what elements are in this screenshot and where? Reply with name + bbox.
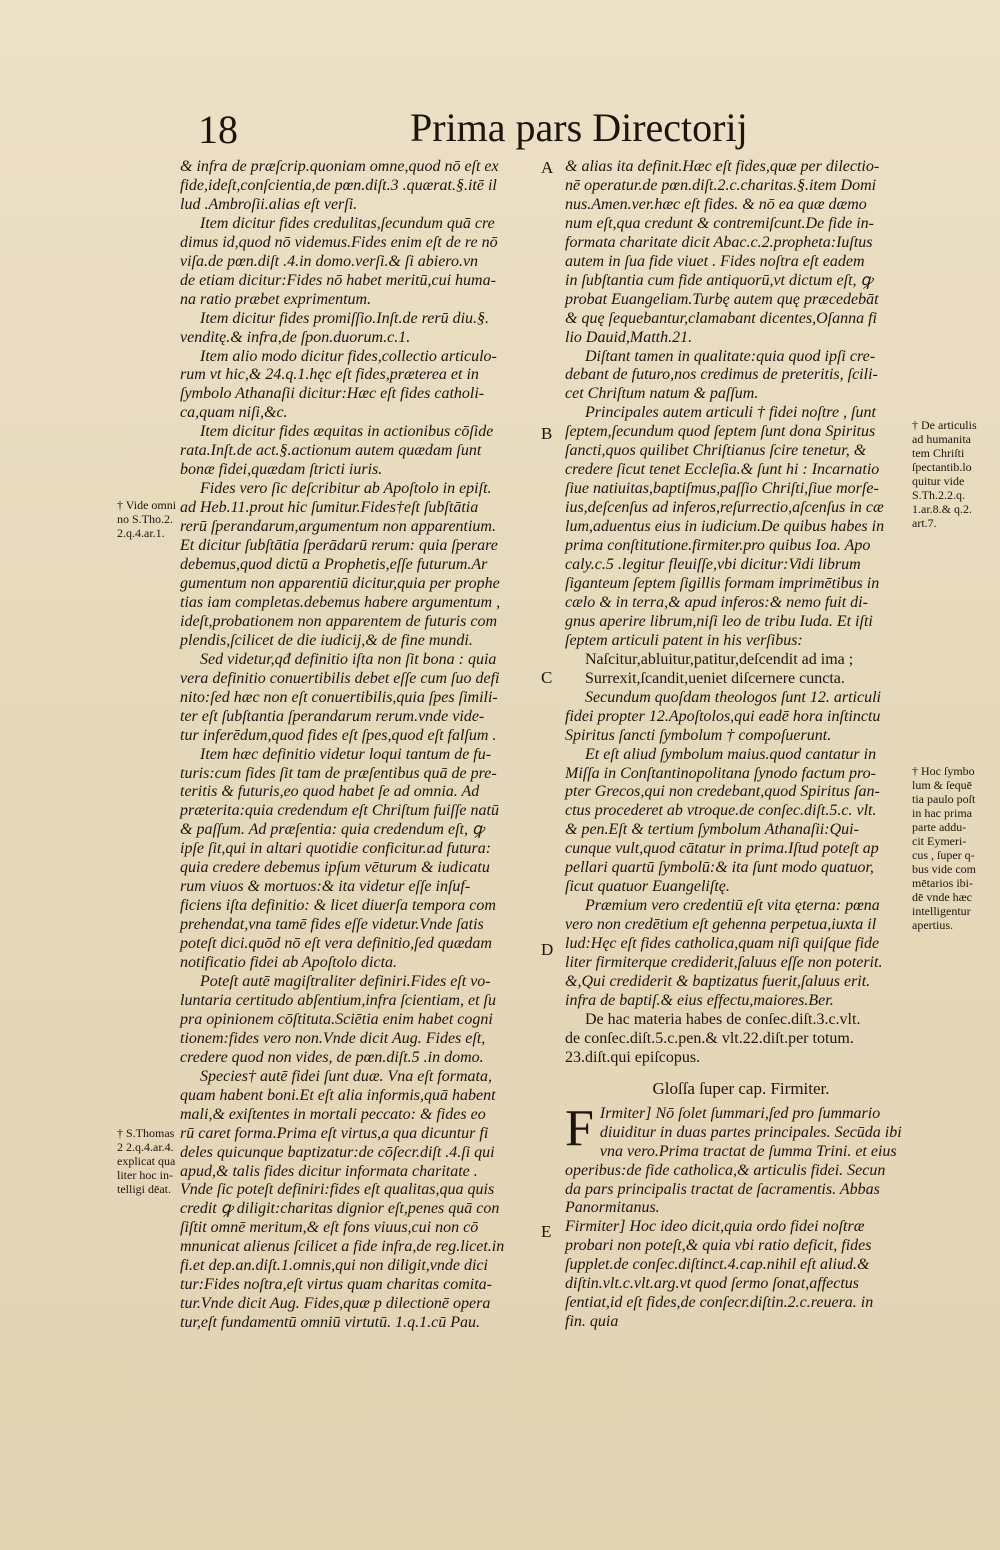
text-line: lio Dauid,Matth.21. xyxy=(565,328,693,346)
margin-note-line: † Vide omni xyxy=(117,498,177,512)
margin-note-right-1 xyxy=(912,418,977,530)
text-line: diuiditur in duas partes principales. Secūda ibi xyxy=(599,1123,902,1141)
section-letter-c: C xyxy=(541,668,553,687)
text-line: De hac materia habes de conſec.diſt.3.c.vlt. xyxy=(585,1010,861,1028)
text-line: Secundum quoſdam theologos ſunt 12. articuli xyxy=(585,688,881,706)
text-line: probari non poteſt,& quia vbi ratio deficit, fides xyxy=(565,1237,872,1255)
text-line: vna vero.Prima tractat de ſumma Trini. et eius xyxy=(599,1142,897,1160)
text-line: nus.Amen.ver.hæc eſt fides. & nō ea quæ dæmo xyxy=(565,195,867,213)
text-line: dimus id,quod nō videmus.Fides enim eſt de re nō xyxy=(180,233,498,251)
page-number: 18 xyxy=(198,107,238,152)
text-line: ter eſt ſubſtantia ſperandarum rerum.vnde vide- xyxy=(180,707,485,725)
margin-note-line: ſpectantib.lo xyxy=(912,460,972,474)
text-line: Item alio modo dicitur fides,collectio articulo- xyxy=(200,347,497,365)
text-line: diſtin.vlt.c.vlt.arg.vt quod ſermo ſonat,affectus xyxy=(565,1275,860,1293)
text-line: nito:ſed hæc non eſt conuertibilis,quia ſpes ſimili- xyxy=(180,688,498,706)
text-line: ad Heb.11.prout hic ſumitur.Fides†eſt ſubſtātia xyxy=(180,499,479,517)
margin-note-line: parte addu- xyxy=(912,820,967,834)
margin-note-right-2 xyxy=(912,764,976,932)
text-line: gumentum non apparentiū dicitur,quia per prophe xyxy=(180,574,500,592)
text-line: & infra de præſcrip.quoniam omne,quod nō eſt ex xyxy=(180,158,499,175)
margin-note-line: cit Eymeri- xyxy=(912,834,967,848)
text-line: lud:Hęc eſt fides catholica,quam niſi quiſque fide xyxy=(565,935,880,953)
margin-note-line: lum & ſequē xyxy=(912,778,972,792)
margin-note-line: in hac prima xyxy=(912,806,972,820)
text-line: & pen.Eſt & tertium ſymbolum Athanaſii:Qui- xyxy=(565,821,859,839)
margin-note-line: no S.Tho.2. xyxy=(117,512,174,526)
text-line: vero non credētium eſt gehenna perpetua,iuxta il xyxy=(565,916,877,934)
text-line: ſiganteum ſeptem ſigillis formam imprimētibus in xyxy=(565,574,880,592)
section-letter-a: A xyxy=(541,158,554,177)
text-line: credere ſicut tenet Eccleſia.& ſunt hi : Incarnatio xyxy=(565,461,880,479)
text-line: Præmium vero credentiū eſt vita ęterna: pœna xyxy=(585,897,880,915)
section-letter-b: B xyxy=(541,424,553,443)
margin-note-line: 2.q.4.ar.1. xyxy=(117,526,165,540)
text-line: de conſec.diſt.5.c.pen.& vlt.22.diſt.per totum. xyxy=(565,1029,854,1047)
text-line: Item dicitur fides æquitas in actionibus cōſide xyxy=(200,423,494,441)
margin-note-left-1 xyxy=(117,498,176,540)
text-line: rerū ſperandarum,argumentum non apparentium. xyxy=(180,518,496,536)
text-line: pra opinionem cōſtituta.Sciētia enim habet cogni xyxy=(180,1010,493,1028)
text-line: formata charitate dicit Abac.c.2.propheta:Iuſtus xyxy=(565,233,873,251)
text-line: tur,eſt fundamentū omniū virtutū. 1.q.1.cū Pau. xyxy=(180,1314,480,1332)
text-line: cet Chriſtum natum & paſſum. xyxy=(565,385,759,403)
text-line: rum vt hic,& 24.q.1.hęc eſt fides,præterea et in xyxy=(180,366,479,384)
text-line: &,Qui crediderit & baptizatus fuerit,ſaluus erit. xyxy=(565,972,871,990)
text-line: num eſt,qua credunt & contremiſcunt.De fide in- xyxy=(565,214,874,232)
text-line: tionem:fides vero non.Vnde dicit Aug. Fides eſt, xyxy=(180,1029,486,1047)
gloss-text xyxy=(565,1099,917,1332)
text-line: ſupplet.de conſec.diſtinct.4.cap.nihil eſt aliud.& xyxy=(565,1256,870,1274)
right-text-column xyxy=(565,158,917,1332)
text-line: gnus aperire librum,niſi leo de tribu Iuda. Et iſti xyxy=(565,612,873,630)
text-line: Et eſt aliud ſymbolum maius.quod cantatur in xyxy=(585,745,877,763)
text-line: ius,deſcenſus ad inferos,reſurrectio,aſcenſus in cæ xyxy=(565,499,884,517)
text-line: mali,& exiſtentes in mortali peccato: & fides eo xyxy=(180,1105,486,1123)
margin-note-left-2 xyxy=(117,1126,175,1196)
margin-note-line: † De articulis xyxy=(912,418,977,432)
section-letter-d: D xyxy=(541,940,554,959)
right-column-main-text xyxy=(565,158,917,1068)
text-line: Vnde ſic poteſt definiri:fides eſt qualitas,qua quis xyxy=(180,1181,495,1199)
text-line: Item hæc definitio videtur loqui tantum de fu- xyxy=(200,745,492,763)
text-line: fin. quia xyxy=(565,1313,619,1331)
text-line: tur.Vnde dicit Aug. Fides,quæ p dilectionē opera xyxy=(180,1295,491,1313)
text-line: mnunicat alienus ſcilicet a fide infra,de reg.licet.in xyxy=(180,1238,505,1256)
drop-cap-initial: F xyxy=(565,1099,594,1157)
text-line: quam habent boni.Et eſt alia informis,quā habent xyxy=(180,1086,496,1104)
text-line: Diſtant tamen in qualitate:quia quod ipſi cre- xyxy=(585,347,876,365)
text-line: debant de futuro,nos credimus de preteritis, ſcili- xyxy=(565,366,878,384)
text-line: teritis & futuris,eo quod habet ſe ad omnia. Ad xyxy=(180,783,480,801)
text-line: rata.Inſt.de act.§.actionum autem quædam ſunt xyxy=(180,442,482,460)
text-line: Irmiter] Nō ſolet ſummari,ſed pro ſummario xyxy=(599,1104,881,1122)
text-line: vera definitio conuertibilis debet eſſe cum ſuo defi xyxy=(180,669,500,687)
text-line: probat Euangeliam.Turbę autem quę præcedebāt xyxy=(565,290,879,308)
text-line: bonæ fidei,quædam ſtricti iuris. xyxy=(180,461,383,479)
text-line: liter firmiterque crediderit,ſaluus eſſe non poterit. xyxy=(565,954,883,972)
text-line: pellari quartū ſymbolū:& ita ſunt modo quatuor, xyxy=(565,859,874,877)
text-line: nē operatur.de pœn.diſt.2.c.charitas.§.item Domi xyxy=(565,176,877,194)
text-line: credit ꝙ diligit:charitas dignior eſt,penes quā con xyxy=(180,1200,500,1218)
text-line: & alias ita definit.Hæc eſt fides,quæ per dilectio- xyxy=(565,158,880,175)
text-line: turis:cum fides ſit tam de præſentibus quā de pre- xyxy=(180,764,497,782)
margin-note-line: mētarios ibi- xyxy=(912,876,973,890)
text-line: Principales autem articuli † fidei noſtre , ſunt xyxy=(585,404,876,422)
text-line: Sed videtur,qđ definitio iſta non ſit bona : quia xyxy=(200,650,497,668)
text-line: in ſubſtantia cum fide antiquorū,vt dictum eſt, ꝙ xyxy=(565,271,873,289)
text-line: ſymbolo Athanaſii dicitur:Hæc eſt fides catholi- xyxy=(180,385,485,403)
margin-note-line: † S.Thomas xyxy=(117,1126,175,1140)
text-line: ca,quam niſi,&c. xyxy=(180,404,288,422)
text-line: ipſe ſit,qui in altari quotidie conficitur.ad futura: xyxy=(180,840,492,858)
text-line: plendis,ſcilicet de die iudicij,& de fine mundi. xyxy=(180,631,473,649)
gloss-heading: Gloſſa ſuper cap. Firmiter. xyxy=(652,1078,830,1098)
margin-note-line: intelligentur xyxy=(912,904,971,918)
margin-note-line: ad humanita xyxy=(912,432,971,446)
text-line: Item dicitur fides promiſſio.Inſt.de rerū diu.§. xyxy=(200,309,490,327)
text-line: apud,& talis fides dicitur informata charitate . xyxy=(180,1162,478,1180)
text-line: ctus procederet ab vtroque.de conſec.diſt.5.c. vlt. xyxy=(565,802,877,820)
text-line: & quę ſequebantur,clamabant dicentes,Oſanna fi xyxy=(565,309,877,327)
text-line: rum viuos & mortuos:& ita videtur eſſe inſuf- xyxy=(180,878,471,896)
text-line: ficiens iſta definitio: & licet diuerſa tempora com xyxy=(180,897,496,915)
margin-note-line: art.7. xyxy=(912,516,937,530)
text-line: da pars principalis tractat de ſacramentis. Abbas xyxy=(565,1180,880,1198)
text-line: notificatio fidei ab Apoſtolo dicta. xyxy=(180,954,398,972)
text-line: poteſt dici.quōd nō eſt vera definitio,ſed quædam xyxy=(180,935,492,953)
margin-note-line: quitur vide xyxy=(912,474,965,488)
text-line: fide,ideſt,conſcientia,de pœn.diſt.3 .quærat.§.itē il xyxy=(180,176,497,194)
text-line: quia credere debemus ipſum vēturum & iudicatu xyxy=(180,859,490,877)
text-line: Panormitanus. xyxy=(565,1199,660,1217)
margin-note-line: apertius. xyxy=(912,918,953,932)
text-line: ſicut quatuor Euangeliſtę. xyxy=(565,878,730,896)
text-line: lud .Ambroſii.alias eſt verſi. xyxy=(180,195,358,213)
text-line: Poteſt autē magiſtraliter definiri.Fides eſt vo- xyxy=(200,972,491,990)
text-line: Species† autē fidei ſunt duæ. Vna eſt formata, xyxy=(200,1067,492,1085)
text-line: prehendat,vna tamē fides eſſe videtur.Vnde ſatis xyxy=(180,916,484,934)
margin-note-line: 2 2.q.4.ar.4. xyxy=(117,1140,174,1154)
text-line: pter Grecos,qui non credebant,quod Spiritus ſan- xyxy=(565,783,880,801)
page-header xyxy=(0,100,1000,160)
margin-note-line: † Hoc ſymbo xyxy=(912,764,975,778)
text-line: cælo & in terra,& apud inferos:& nemo fuit di- xyxy=(565,593,868,611)
text-line: ſentiat,id eſt fides,de conſecr.diſtin.2.c.reuera. in xyxy=(565,1294,874,1312)
margin-note-line: liter hoc in- xyxy=(117,1168,173,1182)
section-letter-e: E xyxy=(541,1222,552,1241)
text-line: tur:Fides noſtra,eſt virtus quam charitas comita- xyxy=(180,1276,492,1294)
text-line: autem in ſua fide viuet . Fides noſtra eſt eadem xyxy=(565,252,865,270)
margin-note-line: cus , ſuper q- xyxy=(912,848,975,862)
text-line: de etiam dicitur:Fides nō habet meritū,cui huma- xyxy=(180,271,496,289)
text-line: cunque vult,quod cātatur in prima.Iſtud poteſt ap xyxy=(565,840,879,858)
margin-note-line: S.Th.2.2.q. xyxy=(912,488,966,502)
margin-note-line: 1.ar.8.& q.2. xyxy=(912,502,972,516)
margin-note-line: tia paulo poſt xyxy=(912,792,976,806)
text-line: tias iam completas.debemus habere argumentum , xyxy=(180,593,501,611)
text-line: ſiſtit omnē meritum,& eſt fons viuus,cui non cō xyxy=(180,1219,479,1237)
text-line: Fides vero ſic deſcribitur ab Apoſtolo in epiſt. xyxy=(200,480,492,498)
margin-note-line: dē vnde hæc xyxy=(912,890,972,904)
text-line: fidei propter 12.Apoſtolos,qui eadē hora inſtinctu xyxy=(565,707,881,725)
text-line: deles quicunque baptizatur:de cōſecr.diſt .4.ſi qui xyxy=(180,1143,495,1161)
text-line: luntaria certitudo abſentium,infra ſcientiam, et ſu xyxy=(180,991,496,1009)
text-line: venditę.& infra,de ſpon.duorum.c.1. xyxy=(180,328,411,346)
text-line: tur inferēdum,quod fides eſt ſpes,quod eſt falſum . xyxy=(180,726,497,744)
text-line: na ratio præbet exprimentum. xyxy=(180,290,372,308)
margin-note-line: explicat qua xyxy=(117,1154,176,1168)
text-line: ſeptem articuli patent in his verſibus: xyxy=(565,631,803,649)
text-line: rū caret forma.Prima eſt virtus,a qua dicuntur fi xyxy=(180,1124,489,1142)
text-line: Item dicitur fides credulitas,ſecundum quā cre xyxy=(200,214,495,232)
text-line: infra de baptiſ.& eius effectu,maiores.Ber. xyxy=(565,991,834,1009)
margin-note-line: tem Chriſti xyxy=(912,446,965,460)
text-line: Et dicitur ſubſtātia ſperādarū rerum: quia ſperare xyxy=(180,537,498,555)
margin-note-line: telligi dēat. xyxy=(117,1182,171,1196)
text-line: fi.et dep.an.diſt.1.omnis,qui non diligit,vnde dici xyxy=(180,1257,488,1275)
text-line: operibus:de fide catholica,& articulis fidei. Secun xyxy=(565,1161,886,1179)
text-line: ſancti,quos quilibet Chriſtianus ſcire tenetur, & xyxy=(565,442,867,460)
left-text-column xyxy=(180,158,532,1333)
text-line: ſiue natiuitas,baptiſmus,paſſio Chriſti,ſiue morſe- xyxy=(565,480,879,498)
text-line: Miſſa in Conſtantinopolitana ſynodo factum pro- xyxy=(565,764,876,782)
spacer xyxy=(565,1068,917,1080)
text-line: caly.c.5 .legitur fleuiſſe,vbi dicitur:Vidi librum xyxy=(565,556,861,574)
text-line: credere quod non vides, de pœn.diſt.5 .in domo. xyxy=(180,1048,484,1066)
text-line: & paſſum. Ad præſentia: quia credendum eſt, ꝙ xyxy=(180,821,484,839)
text-line: Naſcitur,abluitur,patitur,deſcendit ad ima ; xyxy=(585,650,854,668)
text-line: Spiritus ſancti ſymbolum † compoſuerunt. xyxy=(565,726,832,744)
text-line: præterita:quia credendum eſt Chriſtum fuiſſe natū xyxy=(180,802,499,820)
text-line: Surrexit,ſcandit,ueniet diſcernere cuncta. xyxy=(585,669,845,687)
text-line: ideſt,probationem non apparentem de futuris com xyxy=(180,612,497,630)
text-line: 23.diſt.qui epiſcopus. xyxy=(565,1048,701,1066)
text-line: debemus,quod dictū a Prophetis,eſſe futurum.Ar xyxy=(180,556,488,574)
text-line: prima conſtitutione.firmiter.pro quibus Ioa. Apo xyxy=(565,537,871,555)
gloss-lines xyxy=(565,1099,917,1332)
running-title: Prima pars Directorij xyxy=(410,105,748,150)
text-line: ſeptem,ſecundum quod ſeptem ſunt dona Spiritus xyxy=(565,423,876,441)
text-line: lum,aduentus eius in iudicium.De quibus habes in xyxy=(565,518,885,536)
margin-note-line: bus vide com xyxy=(912,862,976,876)
text-line: viſa.de pœn.diſt .4.in domo.verſi.& ſi abiero.vn xyxy=(180,252,479,270)
text-line: Firmiter] Hoc ideo dicit,quia ordo fidei noſtræ xyxy=(565,1218,865,1236)
